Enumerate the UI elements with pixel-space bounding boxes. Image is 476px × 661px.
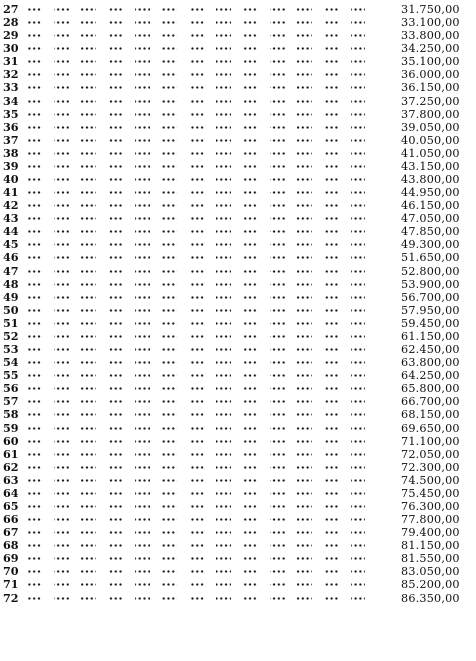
row-value: 46.150,00 xyxy=(401,199,460,213)
row-number: 61 xyxy=(3,446,19,461)
row-value: 33.800,00 xyxy=(401,29,460,43)
row-value: 79.400,00 xyxy=(401,526,460,540)
row-value: 71.100,00 xyxy=(401,434,460,448)
dot-leader xyxy=(27,501,365,512)
row-number: 41 xyxy=(3,185,19,200)
dot-leader xyxy=(27,43,365,54)
row-value: 44.950,00 xyxy=(401,186,460,200)
row-number: 52 xyxy=(3,328,19,343)
row-number: 50 xyxy=(3,302,19,317)
table-row xyxy=(3,108,471,121)
table-row xyxy=(3,356,471,369)
table-row xyxy=(3,42,471,55)
row-value: 74.500,00 xyxy=(401,473,460,487)
value-table xyxy=(3,3,471,605)
dot-leader xyxy=(27,109,365,120)
dot-leader xyxy=(27,409,365,420)
table-row xyxy=(3,121,471,134)
row-number: 62 xyxy=(3,459,19,474)
row-number: 56 xyxy=(3,381,19,396)
row-value: 49.300,00 xyxy=(401,238,460,252)
dot-leader xyxy=(27,475,365,486)
row-value: 31.750,00 xyxy=(401,3,460,16)
row-number: 70 xyxy=(3,564,19,579)
row-number: 42 xyxy=(3,198,19,213)
dot-leader xyxy=(27,266,365,277)
row-value: 86.350,00 xyxy=(401,591,460,605)
table-row xyxy=(3,435,471,448)
table-row xyxy=(3,81,471,94)
row-value: 35.100,00 xyxy=(401,55,460,69)
dot-leader xyxy=(27,135,365,146)
dot-leader xyxy=(27,357,365,368)
row-number: 66 xyxy=(3,512,19,527)
row-value: 56.700,00 xyxy=(401,290,460,304)
row-value: 72.300,00 xyxy=(401,460,460,474)
table-row xyxy=(3,422,471,435)
row-value: 43.150,00 xyxy=(401,159,460,173)
table-row xyxy=(3,3,471,16)
row-number: 32 xyxy=(3,67,19,82)
table-row xyxy=(3,500,471,513)
table-row xyxy=(3,291,471,304)
row-value: 34.250,00 xyxy=(401,42,460,56)
dot-leader xyxy=(27,213,365,224)
dot-leader xyxy=(27,161,365,172)
row-number: 46 xyxy=(3,250,19,265)
dot-leader xyxy=(27,279,365,290)
dot-leader xyxy=(27,527,365,538)
row-number: 65 xyxy=(3,498,19,513)
row-value: 61.150,00 xyxy=(401,329,460,343)
row-value: 33.100,00 xyxy=(401,16,460,30)
dot-leader xyxy=(27,239,365,250)
row-number: 44 xyxy=(3,224,19,239)
row-number: 54 xyxy=(3,355,19,370)
row-number: 63 xyxy=(3,472,19,487)
table-row xyxy=(3,513,471,526)
row-number: 36 xyxy=(3,119,19,134)
table-row xyxy=(3,68,471,81)
row-number: 60 xyxy=(3,433,19,448)
table-row xyxy=(3,369,471,382)
row-number: 57 xyxy=(3,394,19,409)
row-value: 66.700,00 xyxy=(401,395,460,409)
row-value: 83.050,00 xyxy=(401,565,460,579)
dot-leader xyxy=(27,423,365,434)
dot-leader xyxy=(27,462,365,473)
dot-leader xyxy=(27,82,365,93)
table-row xyxy=(3,395,471,408)
row-number: 34 xyxy=(3,93,19,108)
dot-leader xyxy=(27,122,365,133)
dot-leader xyxy=(27,30,365,41)
dot-leader xyxy=(27,344,365,355)
dot-leader xyxy=(27,318,365,329)
table-row xyxy=(3,251,471,264)
table-row xyxy=(3,55,471,68)
table-row xyxy=(3,16,471,29)
table-row xyxy=(3,160,471,173)
dot-leader xyxy=(27,553,365,564)
row-number: 43 xyxy=(3,211,19,226)
table-row xyxy=(3,186,471,199)
row-value: 77.800,00 xyxy=(401,513,460,527)
table-row xyxy=(3,265,471,278)
table-row xyxy=(3,408,471,421)
table-row xyxy=(3,238,471,251)
table-row xyxy=(3,539,471,552)
row-value: 57.950,00 xyxy=(401,303,460,317)
dot-leader xyxy=(27,593,365,604)
dot-leader xyxy=(27,449,365,460)
table-row xyxy=(3,199,471,212)
table-row xyxy=(3,565,471,578)
dot-leader xyxy=(27,56,365,67)
row-value: 64.250,00 xyxy=(401,369,460,383)
dot-leader xyxy=(27,174,365,185)
row-value: 53.900,00 xyxy=(401,277,460,291)
row-value: 59.450,00 xyxy=(401,316,460,330)
row-number: 38 xyxy=(3,145,19,160)
row-number: 72 xyxy=(3,590,19,605)
row-value: 51.650,00 xyxy=(401,251,460,265)
dot-leader xyxy=(27,436,365,447)
row-number: 30 xyxy=(3,41,19,56)
table-row xyxy=(3,147,471,160)
row-number: 45 xyxy=(3,237,19,252)
dot-leader xyxy=(27,4,365,15)
dot-leader xyxy=(27,514,365,525)
row-value: 76.300,00 xyxy=(401,499,460,513)
table-row xyxy=(3,304,471,317)
table-row xyxy=(3,592,471,605)
row-number: 31 xyxy=(3,54,19,69)
dot-leader xyxy=(27,370,365,381)
row-value: 81.150,00 xyxy=(401,539,460,553)
dot-leader xyxy=(27,187,365,198)
dot-leader xyxy=(27,540,365,551)
row-number: 47 xyxy=(3,263,19,278)
row-value: 68.150,00 xyxy=(401,408,460,422)
table-row xyxy=(3,382,471,395)
dot-leader xyxy=(27,331,365,342)
row-value: 40.050,00 xyxy=(401,133,460,147)
row-value: 65.800,00 xyxy=(401,382,460,396)
row-number: 27 xyxy=(3,2,19,16)
row-value: 37.250,00 xyxy=(401,94,460,108)
table-row xyxy=(3,461,471,474)
row-value: 63.800,00 xyxy=(401,356,460,370)
row-value: 62.450,00 xyxy=(401,343,460,357)
row-number: 51 xyxy=(3,315,19,330)
table-row xyxy=(3,487,471,500)
row-number: 39 xyxy=(3,158,19,173)
row-value: 36.000,00 xyxy=(401,68,460,82)
row-value: 39.050,00 xyxy=(401,120,460,134)
row-value: 52.800,00 xyxy=(401,264,460,278)
row-value: 69.650,00 xyxy=(401,421,460,435)
row-value: 36.150,00 xyxy=(401,81,460,95)
table-row xyxy=(3,448,471,461)
row-number: 64 xyxy=(3,485,19,500)
row-number: 69 xyxy=(3,551,19,566)
row-number: 68 xyxy=(3,538,19,553)
dot-leader xyxy=(27,252,365,263)
row-value: 43.800,00 xyxy=(401,173,460,187)
table-row xyxy=(3,95,471,108)
dot-leader xyxy=(27,96,365,107)
row-number: 35 xyxy=(3,106,19,121)
table-row xyxy=(3,526,471,539)
row-value: 72.050,00 xyxy=(401,447,460,461)
dot-leader xyxy=(27,226,365,237)
table-row xyxy=(3,578,471,591)
dot-leader xyxy=(27,383,365,394)
row-number: 71 xyxy=(3,577,19,592)
dot-leader xyxy=(27,148,365,159)
row-value: 85.200,00 xyxy=(401,578,460,592)
table-row xyxy=(3,317,471,330)
table-row xyxy=(3,474,471,487)
row-number: 37 xyxy=(3,132,19,147)
table-row xyxy=(3,552,471,565)
row-value: 37.800,00 xyxy=(401,107,460,121)
dot-leader xyxy=(27,292,365,303)
dot-leader xyxy=(27,579,365,590)
row-number: 53 xyxy=(3,342,19,357)
row-number: 59 xyxy=(3,420,19,435)
dot-leader xyxy=(27,566,365,577)
row-value: 81.550,00 xyxy=(401,552,460,566)
row-number: 55 xyxy=(3,368,19,383)
row-number: 29 xyxy=(3,28,19,43)
row-number: 48 xyxy=(3,276,19,291)
table-row xyxy=(3,173,471,186)
dot-leader xyxy=(27,69,365,80)
table-row xyxy=(3,225,471,238)
table-row xyxy=(3,278,471,291)
dot-leader xyxy=(27,200,365,211)
row-number: 67 xyxy=(3,525,19,540)
dot-leader xyxy=(27,17,365,28)
table-row xyxy=(3,343,471,356)
dot-leader xyxy=(27,396,365,407)
row-value: 75.450,00 xyxy=(401,486,460,500)
row-number: 49 xyxy=(3,289,19,304)
row-value: 41.050,00 xyxy=(401,146,460,160)
table-row xyxy=(3,29,471,42)
table-row xyxy=(3,330,471,343)
row-number: 28 xyxy=(3,15,19,30)
dot-leader xyxy=(27,305,365,316)
table-row xyxy=(3,212,471,225)
row-number: 33 xyxy=(3,80,19,95)
table-row xyxy=(3,134,471,147)
dot-leader xyxy=(27,488,365,499)
row-number: 58 xyxy=(3,407,19,422)
row-value: 47.050,00 xyxy=(401,212,460,226)
row-value: 47.850,00 xyxy=(401,225,460,239)
row-number: 40 xyxy=(3,172,19,187)
